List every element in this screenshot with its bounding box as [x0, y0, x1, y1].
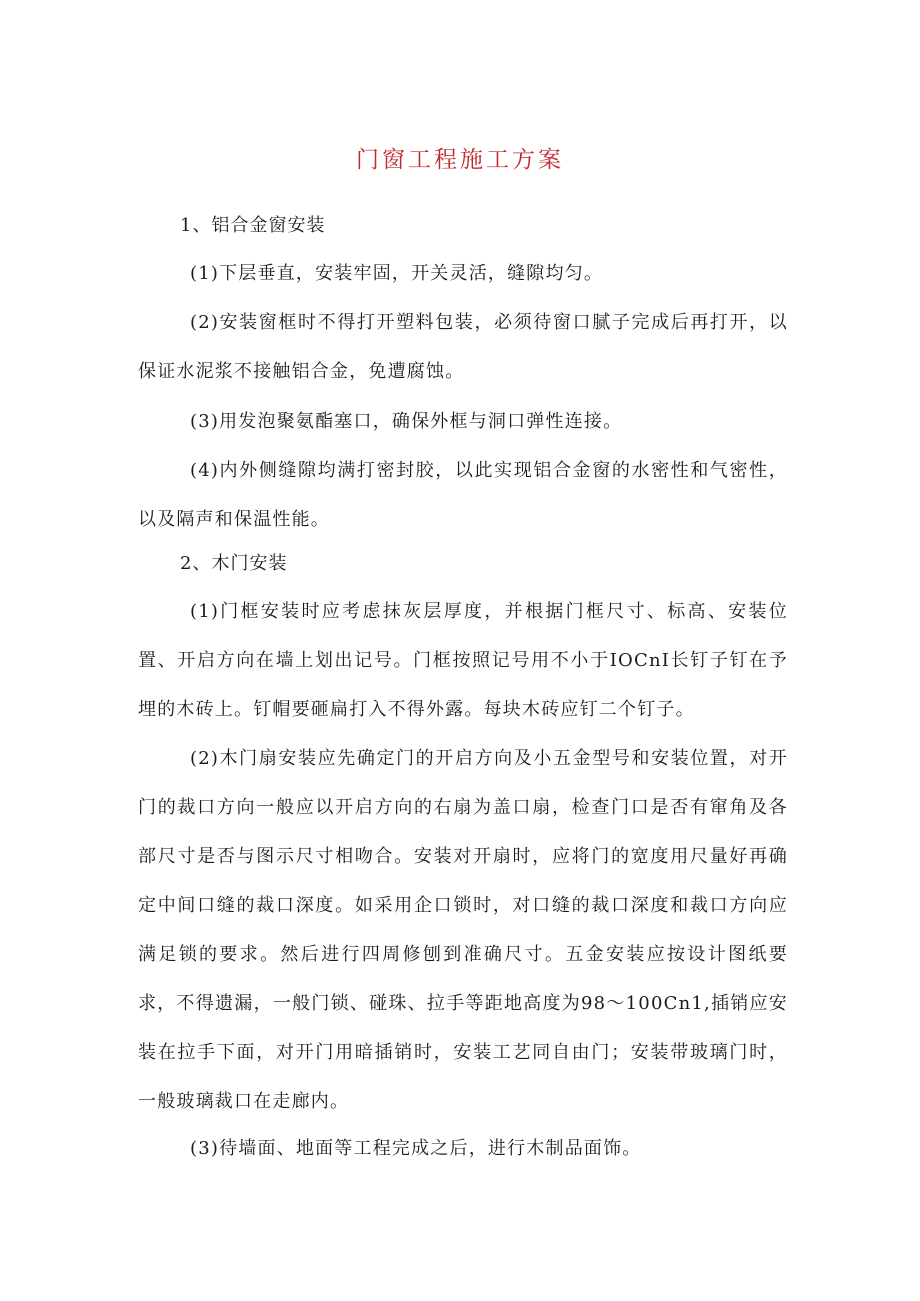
paragraph: (2)安装窗框时不得打开塑料包装，必须待窗口腻子完成后再打开，以保证水泥浆不接触铝合金，免遭腐蚀。 — [138, 312, 788, 382]
paragraph: (4)内外侧缝隙均满打密封胶，以此实现铝合金窗的水密性和气密性，以及隔声和保温性能。 — [138, 460, 788, 530]
section-heading: 2、木门安装 — [180, 553, 288, 574]
paragraph: (3)待墙面、地面等工程完成之后，进行木制品面饰。 — [190, 1138, 642, 1159]
paragraph: (1)门框安装时应考虑抹灰层厚度，并根据门框尺寸、标高、安装位置、开启方向在墙上划出记号。门框按照记号用不小于IOCnI长钉子钉在予埋的木砖上。钉帽要砸扁打入不得外露。每块木砖应钉二个钉子。 — [138, 601, 788, 720]
document-title: 门窗工程施工方案 — [356, 147, 564, 173]
paragraph: (2)木门扇安装应先确定门的开启方向及小五金型号和安装位置，对开门的裁口方向一般应以开启方向的右扇为盖口扇，检查门口是否有窜角及各部尺寸是否与图示尺寸相吻合。安装对开扇时，应将门的宽度用尺量好再确定中间口缝的裁口深度。如采用企口锁时，对口缝的裁口深度和裁口方向应满足锁的要求。然后进行四周修刨到准确尺寸。五金安装应按设计图纸要求，不得遗漏，一般门锁、碰珠、拉手等距地高度为98～100Cn1,插销应安装在拉手下面，对开门用暗插销时，安装工艺同自由门；安装带玻璃门时，一般玻璃裁口在走廊内。 — [138, 748, 788, 1112]
paragraph: (3)用发泡聚氨酯塞口，确保外框与洞口弹性连接。 — [190, 411, 623, 432]
paragraph: (1)下层垂直，安装牢固，开关灵活，缝隙均匀。 — [190, 263, 604, 284]
section-heading: 1、铝合金窗安装 — [180, 215, 326, 236]
